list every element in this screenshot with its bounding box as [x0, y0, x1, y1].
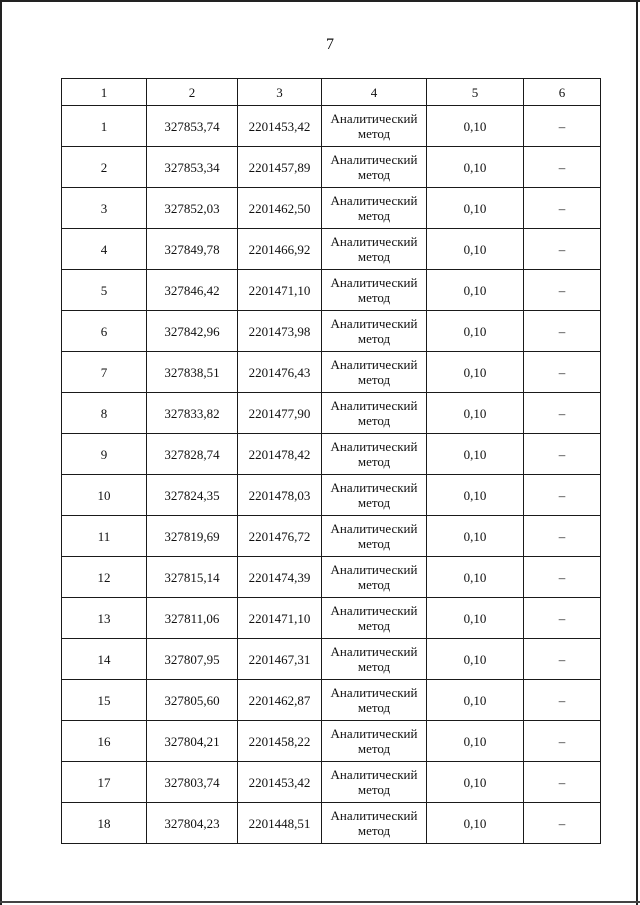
method-line-1: Аналитический — [330, 767, 418, 782]
method-line-2: метод — [357, 782, 391, 797]
point-number-cell: 4 — [62, 229, 147, 270]
method-cell — [322, 106, 427, 147]
method-line-1: Аналитический — [330, 480, 418, 495]
method-line-2: метод — [357, 700, 391, 715]
point-number-cell: 14 — [62, 639, 147, 680]
y-coordinate-cell: 2201466,92 — [238, 229, 322, 270]
note-cell: – — [524, 393, 601, 434]
x-coordinate-cell: 327803,74 — [147, 762, 238, 803]
y-coordinate-cell: 2201458,22 — [238, 721, 322, 762]
method-line-1: Аналитический — [330, 521, 418, 536]
note-cell: – — [524, 188, 601, 229]
method-line-1: Аналитический — [330, 808, 418, 823]
accuracy-cell: 0,10 — [427, 680, 524, 721]
note-cell: – — [524, 680, 601, 721]
note-cell: – — [524, 803, 601, 844]
note-cell: – — [524, 721, 601, 762]
table-row — [62, 229, 601, 270]
method-line-1: Аналитический — [330, 152, 418, 167]
x-coordinate-cell: 327815,14 — [147, 557, 238, 598]
accuracy-cell: 0,10 — [427, 229, 524, 270]
accuracy-cell: 0,10 — [427, 598, 524, 639]
method-line-1: Аналитический — [330, 398, 418, 413]
point-number-cell: 16 — [62, 721, 147, 762]
table-row — [62, 352, 601, 393]
x-coordinate-cell: 327819,69 — [147, 516, 238, 557]
table-row — [62, 311, 601, 352]
note-cell: – — [524, 639, 601, 680]
point-number-cell: 15 — [62, 680, 147, 721]
note-cell: – — [524, 434, 601, 475]
column-header: 3 — [238, 79, 322, 106]
method-cell — [322, 188, 427, 229]
page-border-left — [0, 0, 2, 905]
method-line-1: Аналитический — [330, 193, 418, 208]
page-border-right — [636, 0, 638, 905]
point-number-cell: 17 — [62, 762, 147, 803]
table-row — [62, 270, 601, 311]
method-line-2: метод — [357, 618, 391, 633]
y-coordinate-cell: 2201453,42 — [238, 762, 322, 803]
column-header: 2 — [147, 79, 238, 106]
point-number-cell: 7 — [62, 352, 147, 393]
table-row — [62, 557, 601, 598]
table-row — [62, 393, 601, 434]
accuracy-cell: 0,10 — [427, 516, 524, 557]
method-line-1: Аналитический — [330, 644, 418, 659]
point-number-cell: 2 — [62, 147, 147, 188]
point-number-cell: 9 — [62, 434, 147, 475]
y-coordinate-cell: 2201478,42 — [238, 434, 322, 475]
page-border-bottom — [0, 901, 640, 903]
column-header: 5 — [427, 79, 524, 106]
y-coordinate-cell: 2201453,42 — [238, 106, 322, 147]
method-cell — [322, 393, 427, 434]
table-row — [62, 680, 601, 721]
table-row — [62, 803, 601, 844]
method-cell — [322, 516, 427, 557]
point-number-cell: 1 — [62, 106, 147, 147]
method-line-2: метод — [357, 208, 391, 223]
accuracy-cell: 0,10 — [427, 557, 524, 598]
coordinates-table — [61, 78, 601, 844]
note-cell: – — [524, 516, 601, 557]
point-number-cell: 3 — [62, 188, 147, 229]
note-cell: – — [524, 557, 601, 598]
y-coordinate-cell: 2201478,03 — [238, 475, 322, 516]
method-line-2: метод — [357, 495, 391, 510]
accuracy-cell: 0,10 — [427, 270, 524, 311]
method-line-2: метод — [357, 167, 391, 182]
y-coordinate-cell: 2201474,39 — [238, 557, 322, 598]
method-cell — [322, 270, 427, 311]
accuracy-cell: 0,10 — [427, 762, 524, 803]
method-cell — [322, 557, 427, 598]
method-line-2: метод — [357, 741, 391, 756]
accuracy-cell: 0,10 — [427, 147, 524, 188]
method-cell — [322, 229, 427, 270]
method-line-2: метод — [357, 536, 391, 551]
point-number-cell: 6 — [62, 311, 147, 352]
x-coordinate-cell: 327853,74 — [147, 106, 238, 147]
y-coordinate-cell: 2201477,90 — [238, 393, 322, 434]
method-cell — [322, 475, 427, 516]
x-coordinate-cell: 327804,23 — [147, 803, 238, 844]
x-coordinate-cell: 327805,60 — [147, 680, 238, 721]
accuracy-cell: 0,10 — [427, 311, 524, 352]
note-cell: – — [524, 147, 601, 188]
y-coordinate-cell: 2201462,87 — [238, 680, 322, 721]
method-line-1: Аналитический — [330, 316, 418, 331]
note-cell: – — [524, 229, 601, 270]
accuracy-cell: 0,10 — [427, 393, 524, 434]
method-line-1: Аналитический — [330, 439, 418, 454]
table-row — [62, 106, 601, 147]
y-coordinate-cell: 2201457,89 — [238, 147, 322, 188]
table-header-row — [62, 79, 601, 106]
note-cell: – — [524, 106, 601, 147]
method-line-2: метод — [357, 331, 391, 346]
accuracy-cell: 0,10 — [427, 352, 524, 393]
accuracy-cell: 0,10 — [427, 434, 524, 475]
table-row — [62, 639, 601, 680]
accuracy-cell: 0,10 — [427, 188, 524, 229]
x-coordinate-cell: 327833,82 — [147, 393, 238, 434]
point-number-cell: 5 — [62, 270, 147, 311]
table-row — [62, 475, 601, 516]
note-cell: – — [524, 475, 601, 516]
method-cell — [322, 434, 427, 475]
point-number-cell: 10 — [62, 475, 147, 516]
point-number-cell: 11 — [62, 516, 147, 557]
method-line-2: метод — [357, 413, 391, 428]
method-line-1: Аналитический — [330, 603, 418, 618]
table-row — [62, 721, 601, 762]
method-line-1: Аналитический — [330, 562, 418, 577]
table-row — [62, 516, 601, 557]
point-number-cell: 18 — [62, 803, 147, 844]
point-number-cell: 13 — [62, 598, 147, 639]
method-cell — [322, 598, 427, 639]
method-cell — [322, 352, 427, 393]
method-cell — [322, 803, 427, 844]
x-coordinate-cell: 327811,06 — [147, 598, 238, 639]
x-coordinate-cell: 327828,74 — [147, 434, 238, 475]
method-line-2: метод — [357, 290, 391, 305]
table-row — [62, 147, 601, 188]
point-number-cell: 8 — [62, 393, 147, 434]
method-line-2: метод — [357, 577, 391, 592]
y-coordinate-cell: 2201467,31 — [238, 639, 322, 680]
table-row — [62, 762, 601, 803]
accuracy-cell: 0,10 — [427, 639, 524, 680]
method-line-1: Аналитический — [330, 275, 418, 290]
x-coordinate-cell: 327842,96 — [147, 311, 238, 352]
y-coordinate-cell: 2201462,50 — [238, 188, 322, 229]
y-coordinate-cell: 2201476,72 — [238, 516, 322, 557]
y-coordinate-cell: 2201448,51 — [238, 803, 322, 844]
method-line-1: Аналитический — [330, 111, 418, 126]
column-header: 1 — [62, 79, 147, 106]
method-line-2: метод — [357, 372, 391, 387]
table-row — [62, 188, 601, 229]
method-line-1: Аналитический — [330, 357, 418, 372]
note-cell: – — [524, 762, 601, 803]
x-coordinate-cell: 327846,42 — [147, 270, 238, 311]
method-cell — [322, 762, 427, 803]
accuracy-cell: 0,10 — [427, 475, 524, 516]
method-line-2: метод — [357, 659, 391, 674]
page-border-top — [0, 0, 640, 2]
accuracy-cell: 0,10 — [427, 106, 524, 147]
note-cell: – — [524, 311, 601, 352]
x-coordinate-cell: 327804,21 — [147, 721, 238, 762]
x-coordinate-cell: 327824,35 — [147, 475, 238, 516]
x-coordinate-cell: 327852,03 — [147, 188, 238, 229]
method-line-1: Аналитический — [330, 234, 418, 249]
table-row — [62, 434, 601, 475]
y-coordinate-cell: 2201471,10 — [238, 598, 322, 639]
note-cell: – — [524, 352, 601, 393]
column-header: 4 — [322, 79, 427, 106]
y-coordinate-cell: 2201473,98 — [238, 311, 322, 352]
x-coordinate-cell: 327849,78 — [147, 229, 238, 270]
method-line-1: Аналитический — [330, 726, 418, 741]
method-line-2: метод — [357, 249, 391, 264]
method-cell — [322, 680, 427, 721]
method-line-2: метод — [357, 454, 391, 469]
method-cell — [322, 311, 427, 352]
table-row — [62, 598, 601, 639]
note-cell: – — [524, 598, 601, 639]
x-coordinate-cell: 327853,34 — [147, 147, 238, 188]
page-number: 7 — [326, 36, 334, 53]
method-cell — [322, 639, 427, 680]
column-header: 6 — [524, 79, 601, 106]
point-number-cell: 12 — [62, 557, 147, 598]
method-cell — [322, 147, 427, 188]
y-coordinate-cell: 2201476,43 — [238, 352, 322, 393]
method-line-2: метод — [357, 823, 391, 838]
note-cell: – — [524, 270, 601, 311]
method-cell — [322, 721, 427, 762]
x-coordinate-cell: 327807,95 — [147, 639, 238, 680]
method-line-1: Аналитический — [330, 685, 418, 700]
x-coordinate-cell: 327838,51 — [147, 352, 238, 393]
y-coordinate-cell: 2201471,10 — [238, 270, 322, 311]
method-line-2: метод — [357, 126, 391, 141]
accuracy-cell: 0,10 — [427, 721, 524, 762]
accuracy-cell: 0,10 — [427, 803, 524, 844]
